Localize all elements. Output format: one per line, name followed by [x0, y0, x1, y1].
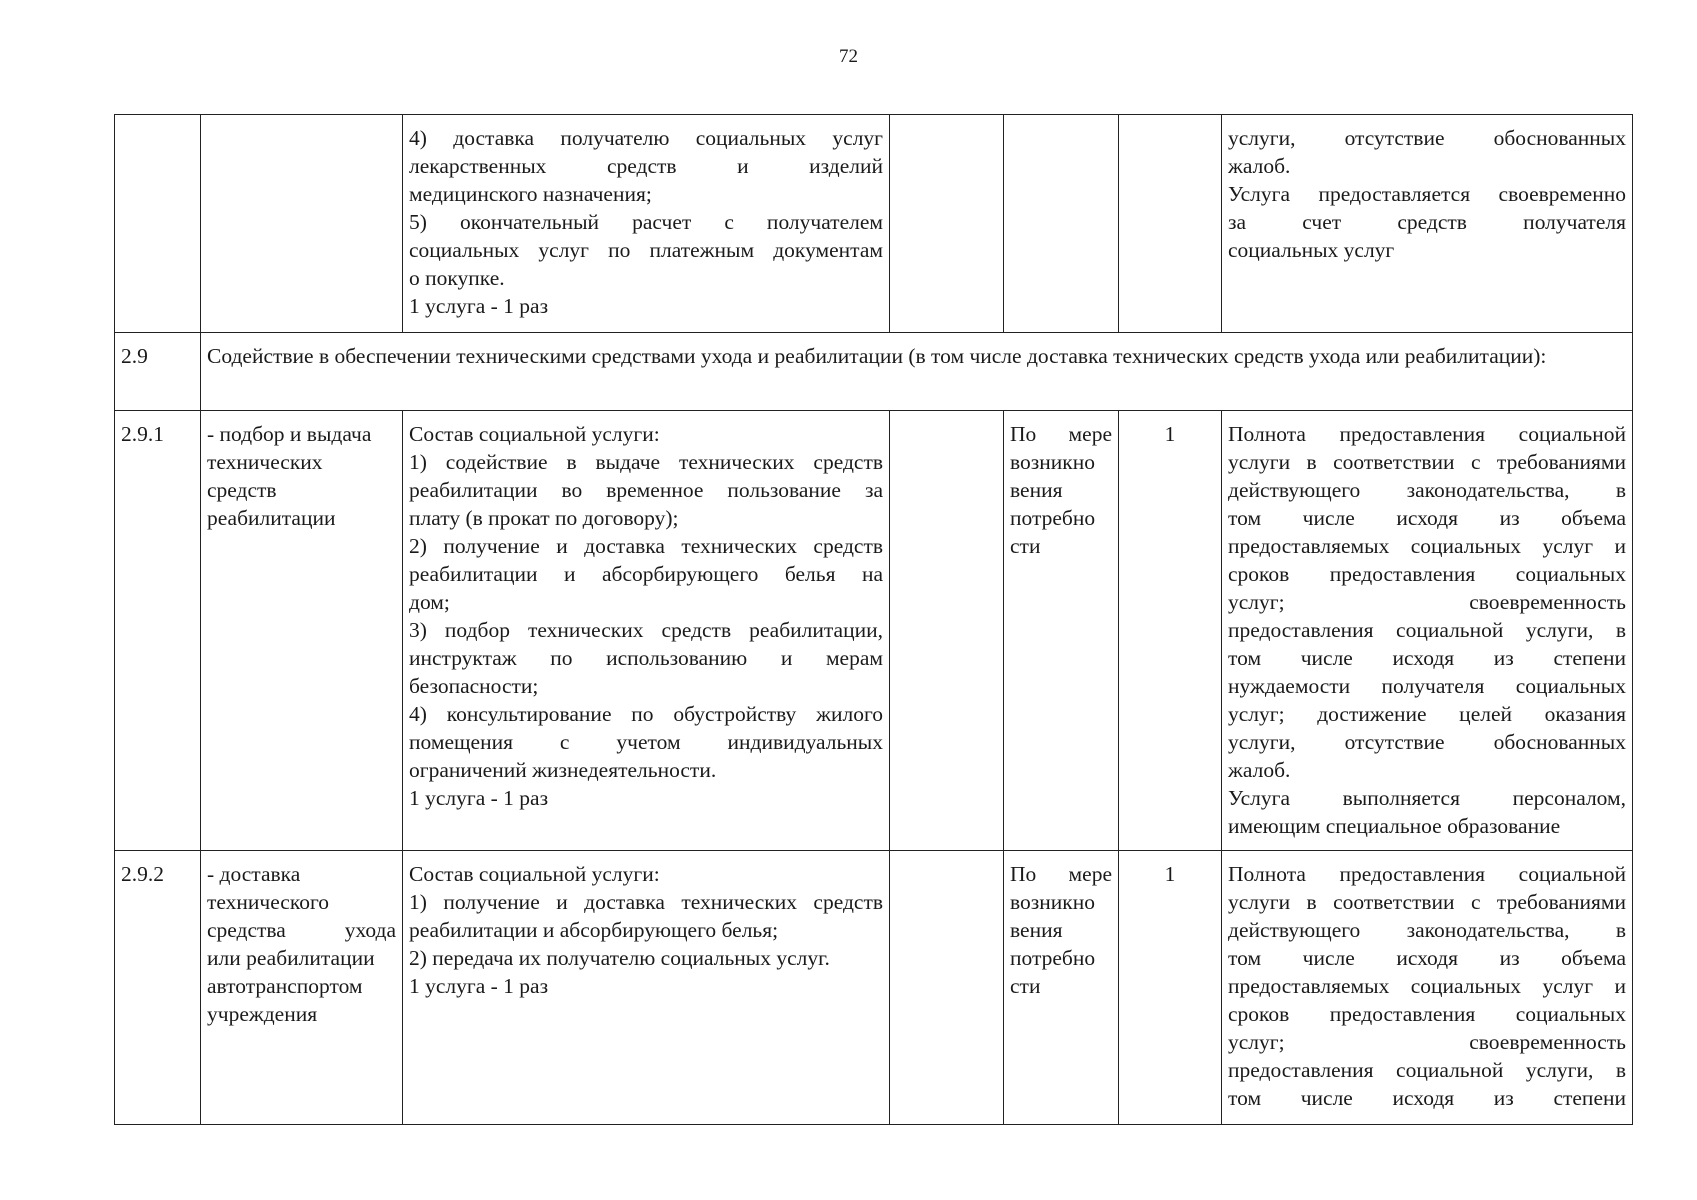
- table-row-2-9: [115, 333, 1633, 411]
- service-name-line: технических: [207, 450, 323, 474]
- quality-line: жалоб.: [1228, 758, 1291, 782]
- cell-frequency: [1004, 411, 1119, 851]
- service-name-line: технического: [207, 890, 329, 914]
- section-heading: Содействие в обеспечении техническими средствами ухода и реабилитации (в том числе доставка технических средств ухода или реабилитации):: [201, 333, 1633, 411]
- quality-line: Полнота предоставления социальной: [1228, 862, 1626, 886]
- cell-quality: [1222, 115, 1633, 333]
- cell-volume: 1: [1119, 851, 1222, 1125]
- quality-line: услуги, отсутствие обоснованных: [1228, 730, 1626, 754]
- quality-line: услуги в соответствии с требованиями: [1228, 450, 1626, 474]
- quality-line: услуг; своевременность: [1228, 1030, 1626, 1054]
- composition-line: дом;: [409, 590, 450, 614]
- composition-line: медицинского назначения;: [409, 182, 652, 206]
- composition-line: Состав социальной услуги:: [409, 422, 660, 446]
- frequency-line: возникно: [1010, 450, 1095, 474]
- service-name-line: - подбор и выдача: [207, 422, 372, 446]
- quality-line: Услуга предоставляется своевременно: [1228, 182, 1626, 206]
- composition-line: Состав социальной услуги:: [409, 862, 660, 886]
- table-row-2-9-2: [115, 851, 1633, 1125]
- cell-number: 2.9: [115, 333, 201, 411]
- composition-line: 3) подбор технических средств реабилитации,: [409, 618, 883, 642]
- quality-line: том числе исходя из степени: [1228, 646, 1626, 670]
- service-name-line: средства ухода: [207, 918, 396, 942]
- quality-line: предоставляемых социальных услуг и: [1228, 974, 1626, 998]
- quality-line: услуги в соответствии с требованиями: [1228, 890, 1626, 914]
- quality-line: жалоб.: [1228, 154, 1291, 178]
- composition-line: плату (в прокат по договору);: [409, 506, 679, 530]
- quality-line: том числе исходя из объема: [1228, 946, 1626, 970]
- quality-line: социальных услуг: [1228, 238, 1395, 262]
- cell-service-name: [201, 411, 403, 851]
- composition-line: инструктаж по использованию и мерам: [409, 646, 883, 670]
- quality-line: сроков предоставления социальных: [1228, 562, 1626, 586]
- frequency-line: вения: [1010, 478, 1063, 502]
- cell-service-name: [201, 851, 403, 1125]
- quality-line: предоставления социальной услуги, в: [1228, 618, 1626, 642]
- service-name-line: средств: [207, 478, 277, 502]
- cell-number: 2.9.1: [115, 411, 201, 851]
- cell-frequency: [1004, 851, 1119, 1125]
- cell-volume: 1: [1119, 411, 1222, 851]
- composition-line: безопасности;: [409, 674, 539, 698]
- composition-line: о покупке.: [409, 266, 505, 290]
- page-number: 72: [839, 46, 858, 67]
- cell-empty: [890, 115, 1004, 333]
- quality-line: предоставляемых социальных услуг и: [1228, 534, 1626, 558]
- composition-line: 1) содействие в выдаче технических средств: [409, 450, 883, 474]
- quality-line: услуг; достижение целей оказания: [1228, 702, 1626, 726]
- cell-empty: [890, 851, 1004, 1125]
- frequency-line: По мере: [1010, 422, 1112, 446]
- cell-quality: [1222, 411, 1633, 851]
- table-row-2-9-1: [115, 411, 1633, 851]
- quality-line: имеющим специальное образование: [1228, 814, 1561, 838]
- composition-line: 1 услуга - 1 раз: [409, 294, 549, 318]
- service-name-line: учреждения: [207, 1002, 318, 1026]
- cell-volume: [1119, 115, 1222, 333]
- composition-line: 4) доставка получателю социальных услуг: [409, 126, 883, 150]
- composition-line: помещения с учетом индивидуальных: [409, 730, 883, 754]
- cell-frequency: [1004, 115, 1119, 333]
- quality-line: действующего законодательства, в: [1228, 918, 1626, 942]
- composition-line: 4) консультирование по обустройству жилого: [409, 702, 883, 726]
- service-name-line: - доставка: [207, 862, 301, 886]
- cell-quality: [1222, 851, 1633, 1125]
- composition-line: 5) окончательный расчет с получателем: [409, 210, 883, 234]
- quality-line: предоставления социальной услуги, в: [1228, 1058, 1626, 1082]
- frequency-line: По мере: [1010, 862, 1112, 886]
- composition-line: реабилитации и абсорбирующего белья на: [409, 562, 883, 586]
- service-name-line: или реабилитации: [207, 946, 375, 970]
- services-table: [114, 114, 1633, 1125]
- quality-line: за счет средств получателя: [1228, 210, 1626, 234]
- service-name-line: реабилитации: [207, 506, 336, 530]
- table-row-continuation: [115, 115, 1633, 333]
- composition-line: 2) получение и доставка технических средств: [409, 534, 883, 558]
- cell-number: [115, 115, 201, 333]
- composition-line: 1) получение и доставка технических средств: [409, 890, 883, 914]
- frequency-line: потребно: [1010, 506, 1096, 530]
- cell-composition: [403, 851, 890, 1125]
- cell-number: 2.9.2: [115, 851, 201, 1125]
- cell-composition: [403, 411, 890, 851]
- cell-service-name: [201, 115, 403, 333]
- composition-line: лекарственных средств и изделий: [409, 154, 883, 178]
- composition-line: 1 услуга - 1 раз: [409, 786, 549, 810]
- quality-line: услуги, отсутствие обоснованных: [1228, 126, 1626, 150]
- quality-line: том числе исходя из объема: [1228, 506, 1626, 530]
- quality-line: сроков предоставления социальных: [1228, 1002, 1626, 1026]
- cell-empty: [890, 411, 1004, 851]
- composition-line: 1 услуга - 1 раз: [409, 974, 549, 998]
- frequency-line: возникно: [1010, 890, 1095, 914]
- frequency-line: сти: [1010, 974, 1041, 998]
- composition-line: 2) передача их получателю социальных услуг.: [409, 946, 830, 970]
- frequency-line: потребно: [1010, 946, 1096, 970]
- service-name-line: автотранспортом: [207, 974, 363, 998]
- quality-line: Полнота предоставления социальной: [1228, 422, 1626, 446]
- quality-line: Услуга выполняется персоналом,: [1228, 786, 1626, 810]
- quality-line: действующего законодательства, в: [1228, 478, 1626, 502]
- frequency-line: вения: [1010, 918, 1063, 942]
- composition-line: ограничений жизнедеятельности.: [409, 758, 717, 782]
- composition-line: реабилитации во временное пользование за: [409, 478, 883, 502]
- frequency-line: сти: [1010, 534, 1041, 558]
- quality-line: нуждаемости получателя социальных: [1228, 674, 1626, 698]
- quality-line: том числе исходя из степени: [1228, 1086, 1626, 1110]
- composition-line: реабилитации и абсорбирующего белья;: [409, 918, 779, 942]
- quality-line: услуг; своевременность: [1228, 590, 1626, 614]
- cell-composition: [403, 115, 890, 333]
- composition-line: социальных услуг по платежным документам: [409, 238, 883, 262]
